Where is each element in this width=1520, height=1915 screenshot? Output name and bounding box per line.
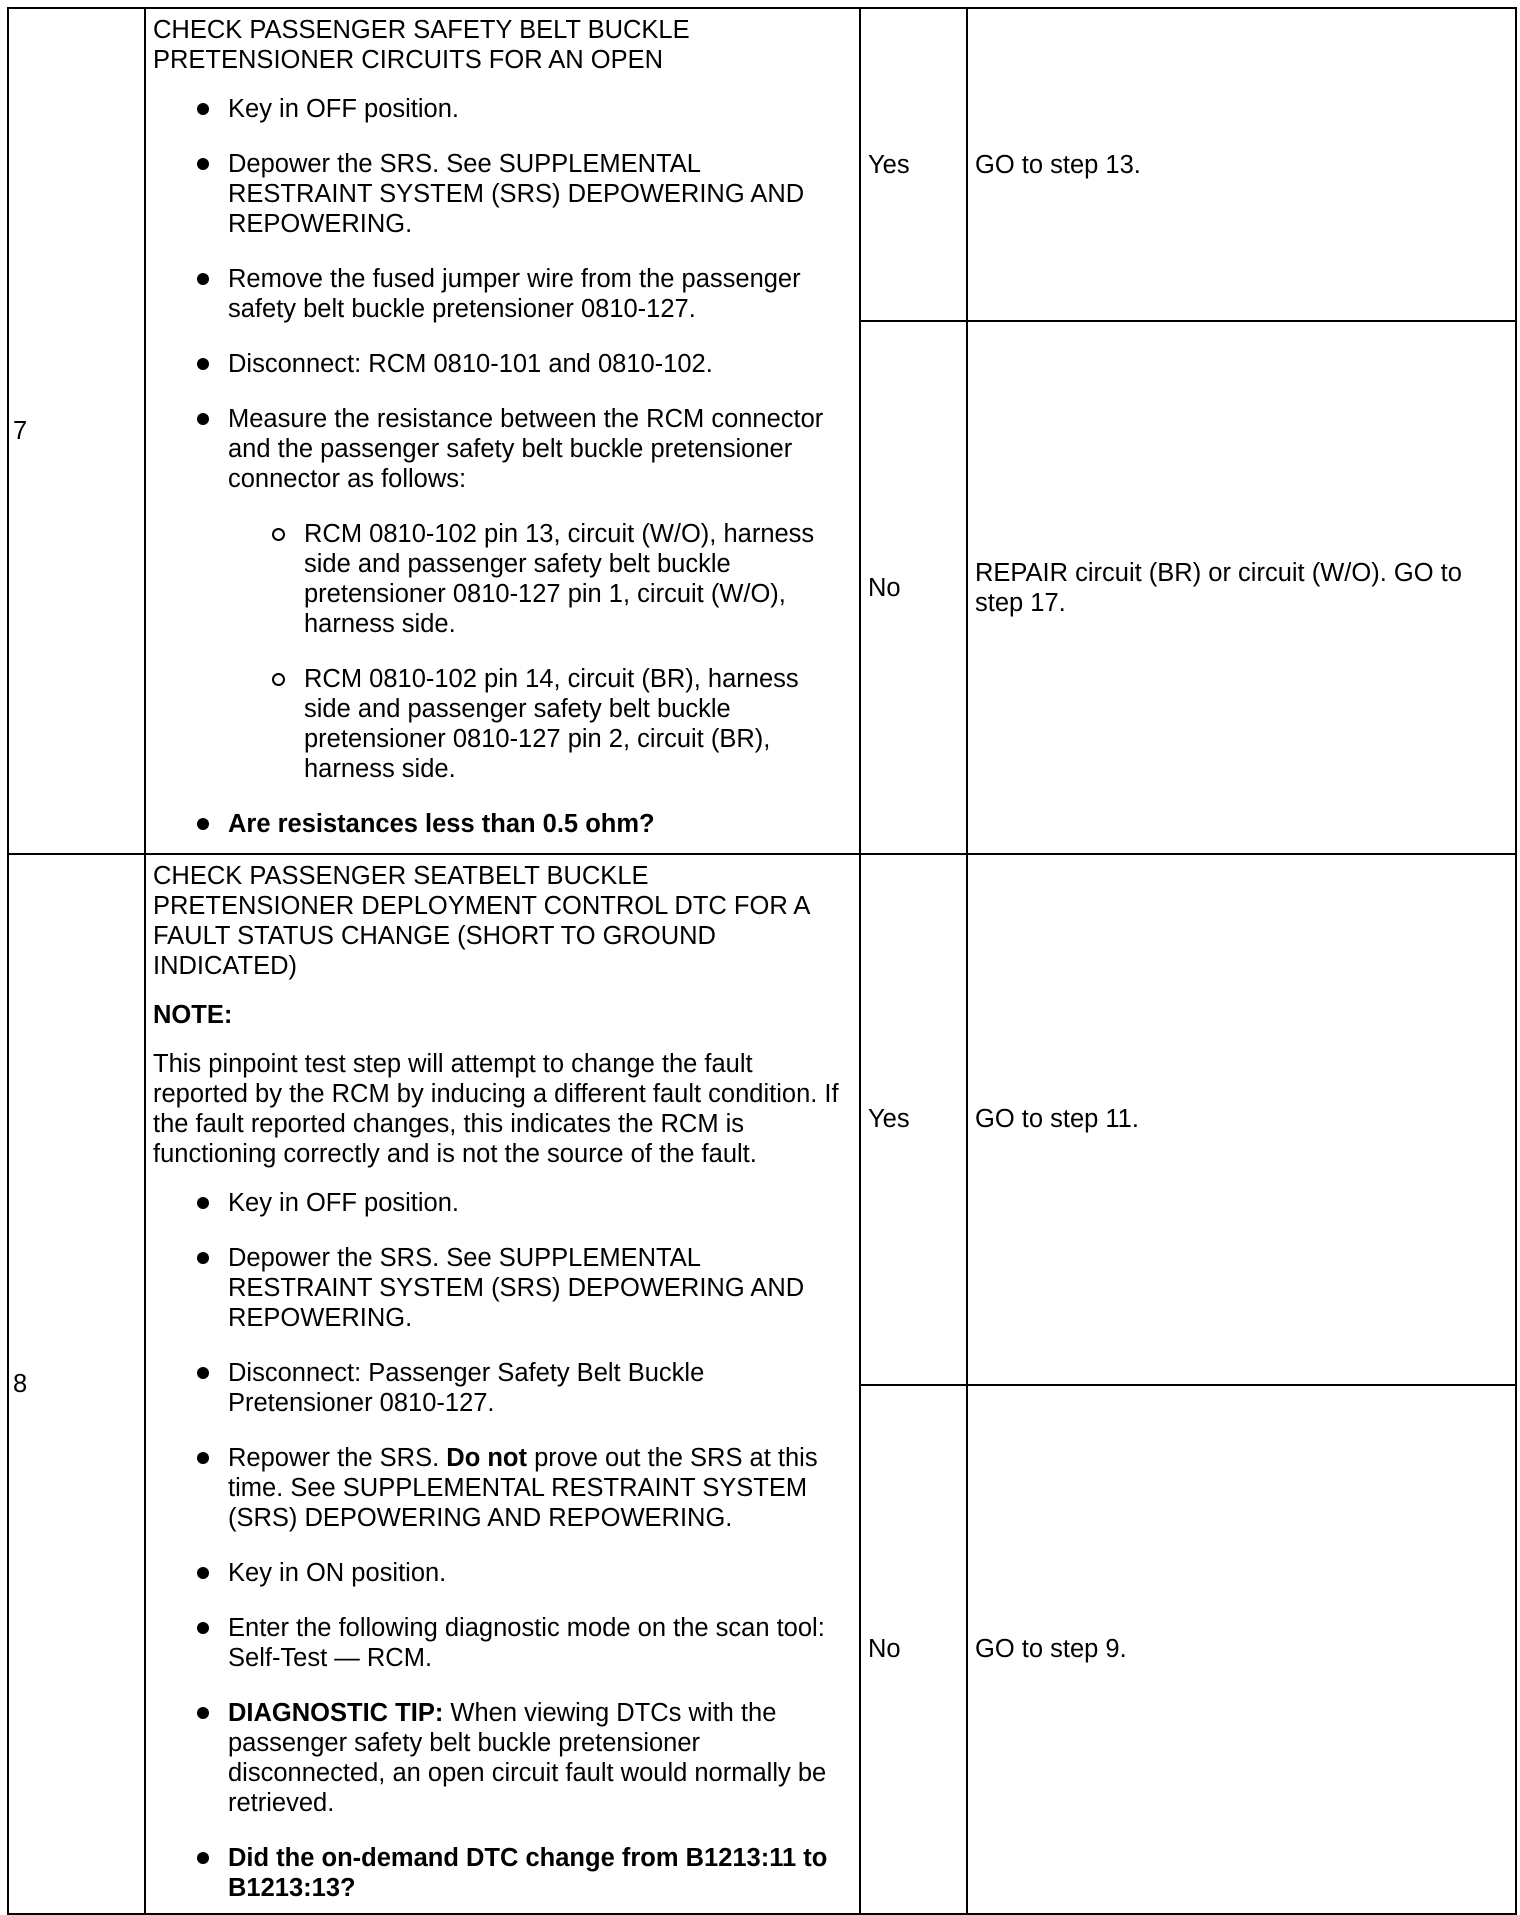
diagnostic-tip-label: DIAGNOSTIC TIP: <box>228 1699 444 1727</box>
bullet-icon <box>197 1707 209 1719</box>
bullet-icon <box>197 1622 209 1634</box>
step-title: CHECK PASSENGER SEATBELT BUCKLE PRETENSIONER DEPLOYMENT CONTROL DTC FOR A FAULT STATUS CHANGE (SHORT TO GROUND INDICATED) <box>153 862 810 980</box>
list-item: Repower the SRS. Do not prove out the SRS at this time. See SUPPLEMENTAL RESTRAINT SYSTEM (SRS) DEPOWERING AND REPOWERING. <box>153 1443 851 1533</box>
yes-result: GO to step 13. <box>967 8 1516 321</box>
hollow-bullet-icon <box>272 528 285 541</box>
step-action-cell <box>145 8 860 854</box>
step-question: Did the on-demand DTC change from B1213:11 to B1213:13? <box>228 1844 828 1902</box>
list-item: Key in ON position. <box>153 1558 851 1588</box>
sub-list-item: RCM 0810-102 pin 14, circuit (BR), harness side and passenger safety belt buckle pretensioner 0810-127 pin 2, circuit (BR), harness side. <box>228 664 851 784</box>
step-7-yes-row <box>8 8 1516 321</box>
bullet-icon <box>197 103 209 115</box>
step-title: CHECK PASSENGER SAFETY BELT BUCKLE PRETENSIONER CIRCUITS FOR AN OPEN <box>153 16 690 74</box>
bullet-icon <box>197 1367 209 1379</box>
bullet-icon <box>197 1452 209 1464</box>
list-item: DIAGNOSTIC TIP: When viewing DTCs with the passenger safety belt buckle pretensioner disconnected, an open circuit fault would normally be retrieved. <box>153 1698 851 1818</box>
yes-label: Yes <box>860 854 967 1385</box>
list-item: Measure the resistance between the RCM connector and the passenger safety belt buckle pretensioner connector as follows: RCM 0810-102 pin 13, circuit (W/O), harness side and passenger safety belt buckle pretensioner 0810-127 pin 1, circuit (W/O), harness side. RCM 0810-102 pin 14, circuit (BR), harness side and passenger safety belt buckle pretensioner 0810-127 pin 2, circuit (BR), harness side. <box>153 404 851 784</box>
list-item: Enter the following diagnostic mode on the scan tool: Self-Test — RCM. <box>153 1613 851 1673</box>
step-number: 7 <box>8 8 145 854</box>
list-item: Depower the SRS. See SUPPLEMENTAL RESTRAINT SYSTEM (SRS) DEPOWERING AND REPOWERING. <box>153 1243 851 1333</box>
pinpoint-test-table <box>7 7 1517 1915</box>
bullet-icon <box>197 158 209 170</box>
step-number: 8 <box>8 854 145 1914</box>
step-8-yes-row <box>8 854 1516 1385</box>
yes-result: GO to step 11. <box>967 854 1516 1385</box>
step-bullet-list <box>153 94 851 839</box>
list-item: Disconnect: Passenger Safety Belt Buckle Pretensioner 0810-127. <box>153 1358 851 1418</box>
bullet-icon <box>197 1197 209 1209</box>
list-item: Key in OFF position. <box>153 1188 851 1218</box>
no-label: No <box>860 1385 967 1915</box>
list-item: Remove the fused jumper wire from the passenger safety belt buckle pretensioner 0810-127. <box>153 264 851 324</box>
bullet-icon <box>197 1252 209 1264</box>
no-result: GO to step 9. <box>967 1385 1516 1915</box>
bullet-icon <box>197 358 209 370</box>
note-text: This pinpoint test step will attempt to change the fault reported by the RCM by inducing a different fault condition. If the fault reported changes, this indicates the RCM is functioning correctly and is not the source of the fault. <box>153 1050 839 1168</box>
yes-label: Yes <box>860 8 967 321</box>
step-question: Are resistances less than 0.5 ohm? <box>228 810 655 838</box>
step-bullet-list <box>153 1188 851 1903</box>
list-item: Depower the SRS. See SUPPLEMENTAL RESTRAINT SYSTEM (SRS) DEPOWERING AND REPOWERING. <box>153 149 851 239</box>
sub-bullet-list <box>228 519 851 784</box>
list-item <box>153 809 851 839</box>
hollow-bullet-icon <box>272 673 285 686</box>
list-item: Key in OFF position. <box>153 94 851 124</box>
bullet-icon <box>197 273 209 285</box>
no-label: No <box>860 321 967 854</box>
list-item <box>153 1843 851 1903</box>
bullet-icon <box>197 1567 209 1579</box>
bullet-icon <box>197 1852 209 1864</box>
list-item: Disconnect: RCM 0810-101 and 0810-102. <box>153 349 851 379</box>
bullet-icon <box>197 818 209 830</box>
bullet-icon <box>197 413 209 425</box>
step-action-cell <box>145 854 860 1914</box>
no-result: REPAIR circuit (BR) or circuit (W/O). GO to step 17. <box>967 321 1516 854</box>
note-label: NOTE: <box>153 1001 233 1029</box>
sub-list-item: RCM 0810-102 pin 13, circuit (W/O), harness side and passenger safety belt buckle pretensioner 0810-127 pin 1, circuit (W/O), harness side. <box>228 519 851 639</box>
